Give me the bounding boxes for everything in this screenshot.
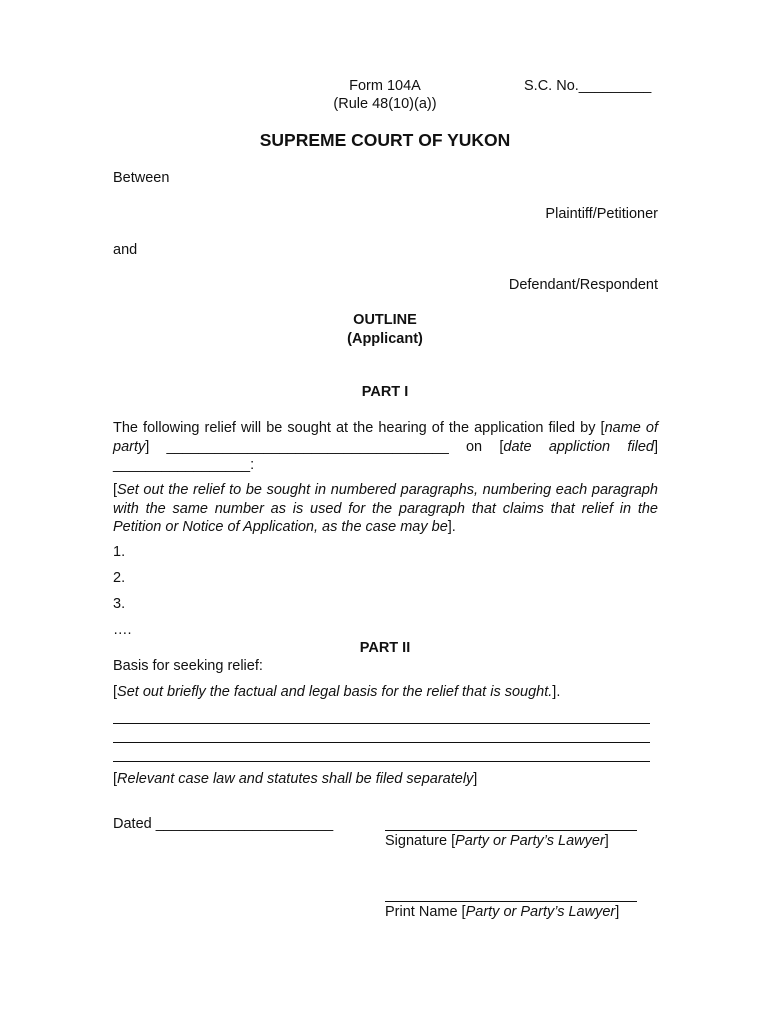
date-placeholder: date appliction filed bbox=[503, 438, 654, 455]
rule-reference: (Rule 48(10)(a)) bbox=[333, 96, 437, 112]
form-number: Form 104A bbox=[349, 78, 421, 94]
relief-intro-text-b: ] ___________________________________ on [ bbox=[145, 438, 504, 455]
basis-instructions-text: Set out briefly the factual and legal basis for the relief that is sought. bbox=[117, 684, 553, 700]
relief-item-2: 2. bbox=[113, 570, 126, 586]
court-title: SUPREME COURT OF YUKON bbox=[259, 130, 511, 150]
relief-instructions-text: Set out the relief to be sought in numbered paragraphs, numbering each paragraph with the same number as is used for the paragraph that claims that relief in the Petition or Notice of Application, as the case may be bbox=[113, 482, 658, 535]
part2-heading: PART II bbox=[359, 640, 411, 656]
plaintiff-label: Plaintiff/Petitioner bbox=[545, 206, 658, 222]
relief-item-1: 1. bbox=[113, 544, 126, 560]
case-law-note bbox=[113, 770, 477, 788]
signature-line bbox=[385, 829, 637, 831]
relief-instructions bbox=[113, 481, 658, 537]
party-name-placeholder: name of party bbox=[113, 420, 658, 455]
basis-instr-close: ]. bbox=[552, 684, 561, 700]
relief-intro-text-a: The following relief will be sought at the hearing of the application filed by [ bbox=[113, 420, 605, 436]
outline-title: OUTLINE bbox=[353, 312, 417, 328]
defendant-label: Defendant/Respondent bbox=[508, 277, 658, 293]
instr-open: [ bbox=[113, 482, 118, 498]
between-label: Between bbox=[113, 170, 170, 186]
relief-item-3: 3. bbox=[113, 596, 126, 612]
signature-label bbox=[385, 832, 609, 850]
basis-instr-open: [ bbox=[113, 684, 118, 700]
basis-line-2 bbox=[113, 741, 650, 743]
basis-instructions bbox=[113, 683, 560, 701]
case-law-note-text: Relevant case law and statutes shall be filed separately bbox=[117, 771, 474, 787]
instr-close: ]. bbox=[447, 519, 456, 535]
outline-subtitle: (Applicant) bbox=[347, 331, 423, 347]
print-prefix: Print Name [ bbox=[385, 904, 466, 920]
basis-line-3 bbox=[113, 760, 650, 762]
print-party: Party or Party’s Lawyer bbox=[465, 904, 616, 920]
part1-heading: PART I bbox=[361, 384, 409, 400]
print-name-label bbox=[385, 903, 619, 921]
signature-prefix: Signature [ bbox=[385, 833, 456, 849]
relief-intro bbox=[113, 419, 658, 475]
basis-label: Basis for seeking relief: bbox=[113, 658, 263, 674]
dated-line: Dated ______________________ bbox=[113, 816, 334, 832]
relief-item-more: …. bbox=[113, 622, 132, 638]
print-name-line bbox=[385, 900, 637, 902]
note-close: ] bbox=[473, 771, 478, 787]
and-label: and bbox=[113, 242, 138, 258]
print-suffix: ] bbox=[615, 904, 620, 920]
signature-party: Party or Party’s Lawyer bbox=[455, 833, 605, 849]
signature-suffix: ] bbox=[604, 833, 609, 849]
sc-number: S.C. No._________ bbox=[524, 78, 652, 94]
note-open: [ bbox=[113, 771, 118, 787]
basis-line-1 bbox=[113, 722, 650, 724]
relief-intro-text-c: ] _________________: bbox=[113, 438, 658, 473]
